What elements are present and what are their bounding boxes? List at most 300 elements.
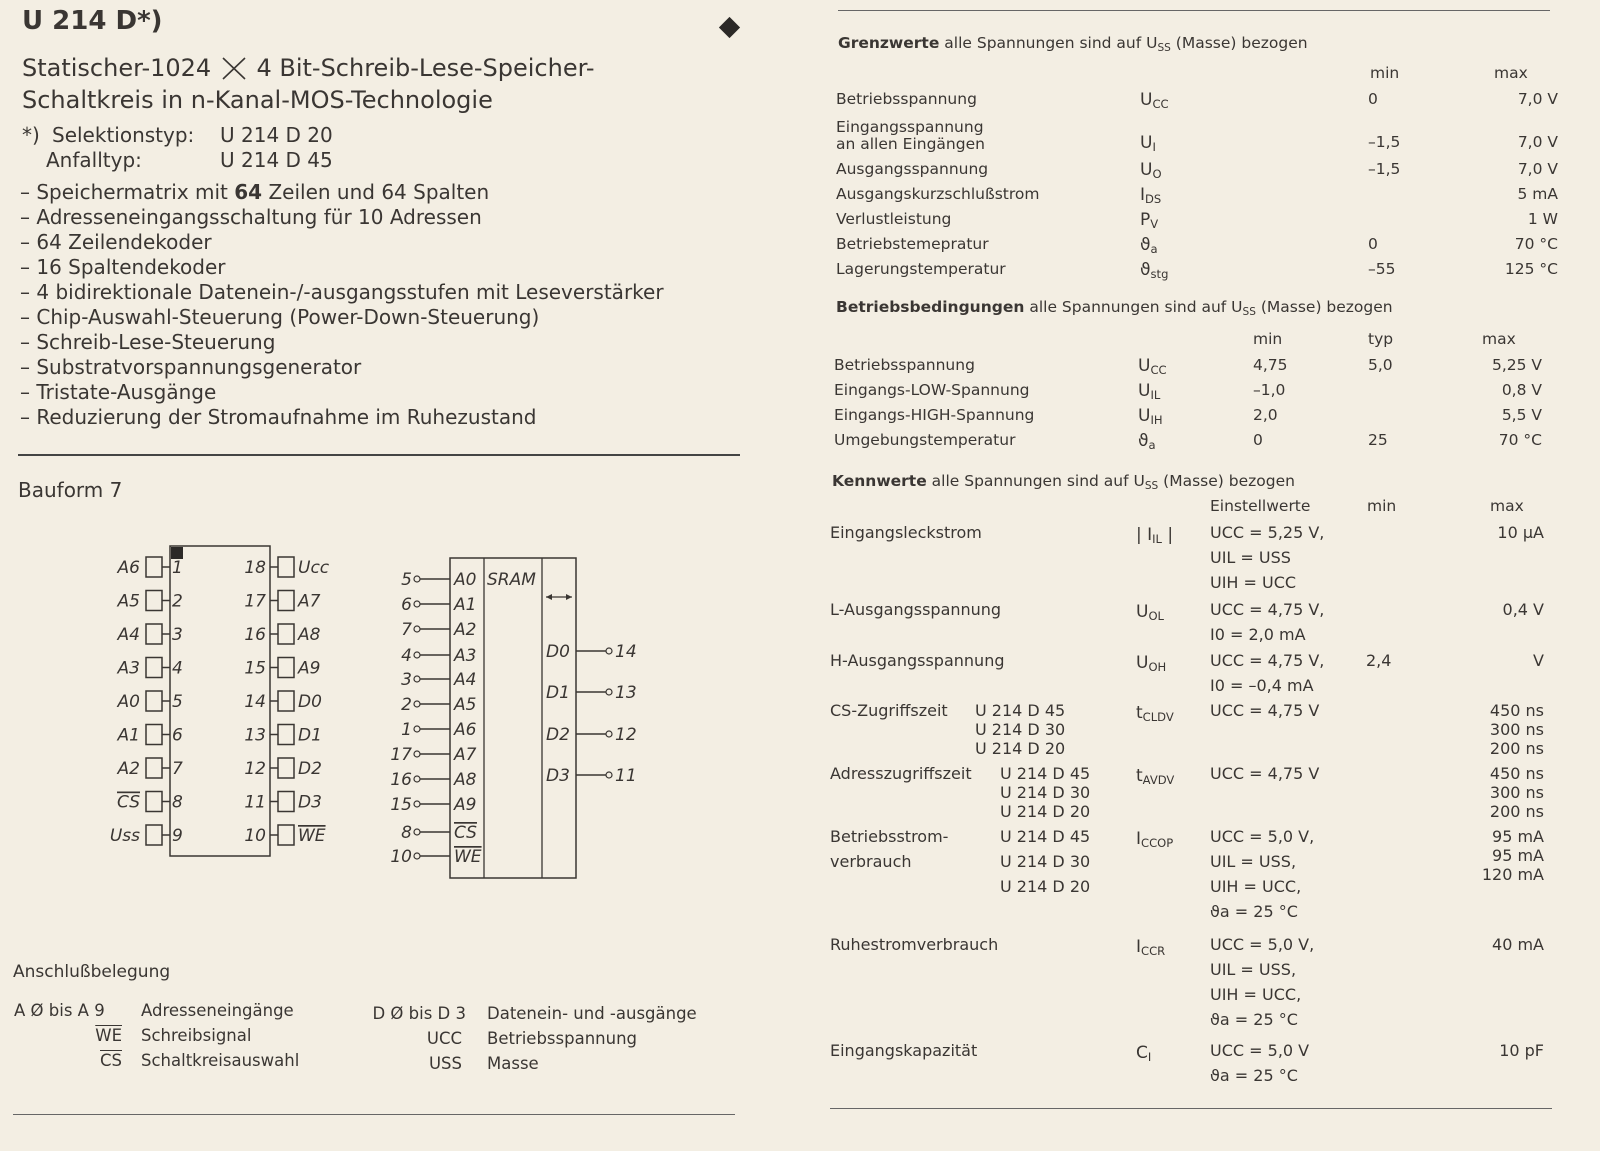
- symbol-sub: CLDV: [1142, 710, 1174, 725]
- param-name: Eingangs-HIGH-Spannung: [834, 406, 1035, 424]
- pin-name-right: D3: [298, 792, 322, 813]
- selektion-label: Selektionstyp:: [52, 123, 195, 147]
- condition: I0 = –0,4 mA: [1210, 676, 1314, 695]
- param-name: Ausgangsspannung: [836, 160, 989, 178]
- pin-number-right: 10: [244, 826, 266, 846]
- value-max: 5,5 V: [1501, 406, 1542, 424]
- col-min: min: [1253, 330, 1283, 348]
- input-name: A5: [454, 695, 477, 715]
- pin-number-left: 5: [172, 692, 183, 712]
- output-name: D3: [546, 766, 570, 786]
- value-max: 95 mA: [1492, 827, 1544, 846]
- input-pin-number: 4: [401, 646, 412, 666]
- legend-symbol: $\overline{CS}$: [100, 1051, 122, 1070]
- value-typ: 25: [1368, 431, 1388, 449]
- pin-number-right: 17: [244, 591, 266, 612]
- feature-dash: –: [20, 255, 37, 279]
- symbol-cell: [1138, 406, 1163, 427]
- pin-name-left: A1: [117, 725, 140, 746]
- symbol-sub: IL: [1152, 532, 1162, 547]
- col-einstellwerte: Einstellwerte: [1210, 497, 1311, 515]
- condition: UCC = 4,75 V: [1210, 701, 1320, 720]
- pin-pad-left: [146, 591, 162, 611]
- legend-symbol: USS: [428, 1054, 462, 1073]
- feature-text: Reduzierung der Stromaufnahme im Ruhezustand: [36, 405, 537, 429]
- value-max: 95 mA: [1492, 846, 1544, 865]
- input-name: WE: [454, 847, 482, 867]
- input-terminal: [414, 601, 420, 607]
- symbol-sub: CCR: [1141, 944, 1166, 959]
- feature-dash: –: [20, 280, 37, 304]
- condition: UCC = 5,0 V: [1210, 1041, 1310, 1060]
- input-terminal: [414, 726, 420, 732]
- pin-pad-right: [278, 725, 294, 745]
- section-heading: Betriebsbedingungen: [836, 298, 1025, 316]
- symbol: U: [1140, 90, 1153, 110]
- input-terminal: [414, 751, 420, 757]
- condition: UCC = 4,75 V,: [1210, 651, 1325, 670]
- title-line-2: Schaltkreis in n-Kanal-MOS-Technologie: [22, 86, 493, 114]
- value-max: 200 ns: [1489, 739, 1544, 758]
- legend-description: Schaltkreisauswahl: [141, 1051, 300, 1070]
- type-variant: U 214 D 30: [1000, 783, 1091, 802]
- symbol-cell: [1138, 431, 1156, 452]
- pin-name-right: D0: [298, 692, 322, 712]
- sram-logic-symbol: [380, 550, 660, 890]
- input-name: A9: [454, 795, 477, 815]
- symbol-cell: [1136, 937, 1165, 958]
- condition: UIH = UCC: [1210, 573, 1297, 592]
- condition: UCC = 5,25 V,: [1210, 523, 1325, 542]
- feature-item: [20, 205, 482, 229]
- input-terminal: [414, 626, 420, 632]
- symbol-sub: a: [1148, 438, 1156, 453]
- feature-dash: –: [20, 230, 37, 254]
- value-max: 1 W: [1527, 210, 1558, 228]
- pin-name-left: CS: [117, 792, 140, 813]
- output-pin-number: 14: [615, 642, 637, 662]
- input-pin-number: 16: [390, 770, 412, 790]
- pin-pad-left: [146, 758, 162, 778]
- pin-number-right: 16: [244, 625, 266, 645]
- value-min: –1,5: [1368, 160, 1401, 178]
- divider-top-right: [838, 10, 1550, 11]
- pin-pad-left: [146, 658, 162, 678]
- value-max: 70 °C: [1514, 235, 1558, 253]
- value-max: 70 °C: [1498, 431, 1542, 449]
- pin-number-right: 15: [244, 658, 266, 679]
- pin-pad-right: [278, 591, 294, 611]
- section-note-sub: SS: [1242, 305, 1256, 318]
- pin-number-left: 2: [172, 591, 183, 612]
- feature-dash: –: [20, 405, 37, 429]
- output-pin-number: 11: [615, 766, 637, 786]
- pin-name-left: A4: [117, 625, 140, 645]
- pin-name-left: A6: [117, 558, 140, 578]
- section-heading: Grenzwerte: [838, 34, 940, 52]
- pin-name-right: A7: [298, 591, 321, 612]
- symbol-cell: [1136, 525, 1173, 546]
- input-name: A8: [454, 770, 477, 790]
- param-name: Eingangsspannung: [836, 118, 984, 136]
- section-note: alle Spannungen sind auf U: [944, 34, 1158, 52]
- pin-number-right: 13: [244, 725, 266, 746]
- param-name-cont: an allen Eingängen: [836, 135, 985, 153]
- value-min: –1,0: [1253, 381, 1286, 399]
- symbol: P: [1140, 210, 1151, 230]
- condition: UCC = 4,75 V,: [1210, 600, 1325, 619]
- value-min: 4,75: [1253, 356, 1288, 374]
- input-name: A2: [454, 620, 477, 640]
- symbol-cell: [1138, 356, 1167, 377]
- symbol-sub: O: [1152, 167, 1162, 182]
- symbol: ϑ: [1138, 431, 1149, 451]
- param-name-cont: verbrauch: [830, 852, 912, 871]
- feature-dash: –: [20, 380, 37, 404]
- output-terminal: [606, 648, 612, 654]
- param-name: Betriebsspannung: [836, 90, 977, 108]
- symbol-cell: [1136, 653, 1166, 674]
- feature-item: [20, 305, 539, 329]
- input-terminal: [414, 829, 420, 835]
- param-name: Umgebungstemperatur: [834, 431, 1016, 449]
- pin-name-left: A0: [117, 692, 140, 712]
- section-note-sub: SS: [1157, 41, 1171, 54]
- symbol-sub: AVDV: [1142, 773, 1175, 788]
- legend-description: Betriebsspannung: [487, 1029, 638, 1048]
- input-terminal: [414, 801, 420, 807]
- pin-name-left: A2: [117, 759, 140, 779]
- value-max: 7,0 V: [1517, 160, 1558, 178]
- symbol-cell: [1140, 235, 1158, 256]
- value-max: 300 ns: [1489, 783, 1544, 802]
- pin-name-left: A3: [117, 658, 140, 679]
- param-name: Adresszugriffszeit: [830, 764, 972, 783]
- condition: I0 = 2,0 mA: [1210, 625, 1306, 644]
- condition: UCC = 4,75 V: [1210, 764, 1320, 783]
- feature-item: [20, 255, 226, 279]
- input-pin-number: 10: [390, 847, 412, 867]
- type-variant: U 214 D 45: [1000, 764, 1091, 783]
- symbol-cell: [1138, 381, 1160, 402]
- symbol: C: [1136, 1043, 1148, 1063]
- legend-symbol: A Ø bis A 9: [14, 1001, 105, 1020]
- output-name: D0: [546, 642, 570, 662]
- symbol: U: [1138, 406, 1151, 426]
- param-name: Eingangskapazität: [830, 1041, 978, 1060]
- symbol: U: [1140, 133, 1153, 153]
- pin-name-left: A5: [117, 591, 140, 612]
- value-max: 10 µA: [1497, 523, 1544, 542]
- divider-bottom-right: [830, 1108, 1552, 1109]
- feature-item: [20, 330, 275, 354]
- feature-text: Chip-Auswahl-Steuerung (Power-Down-Steuerung): [36, 305, 540, 329]
- symbol-sub: DS: [1145, 192, 1162, 207]
- value-typ: 5,0: [1368, 356, 1393, 374]
- param-name: L-Ausgangsspannung: [830, 600, 1002, 619]
- pin-number-left: 9: [172, 826, 183, 846]
- pin-pad-right: [278, 691, 294, 711]
- section-note-tail: (Masse) bezogen: [1260, 298, 1393, 316]
- title-text-b: 4 Bit-Schreib-Lese-Speicher-: [256, 54, 595, 82]
- symbol: U: [1138, 381, 1151, 401]
- feature-text: 4 bidirektionale Datenein-/-ausgangsstufen mit Leseverstärker: [36, 280, 664, 304]
- condition: ϑa = 25 °C: [1210, 902, 1298, 921]
- pin-pad-left: [146, 691, 162, 711]
- feature-item: [20, 180, 489, 204]
- pin-number-right: 14: [244, 692, 266, 712]
- section-note-sub: SS: [1144, 479, 1159, 492]
- pin-pad-left: [146, 557, 162, 577]
- feature-item: [20, 405, 536, 429]
- symbol: ϑ: [1140, 235, 1151, 255]
- title-text-a: Statischer-1024: [22, 54, 212, 82]
- symbol: I: [1136, 829, 1142, 849]
- section-note: alle Spannungen sind auf U: [1029, 298, 1243, 316]
- pin-name-right: A9: [298, 658, 321, 679]
- section-note-tail: (Masse) bezogen: [1163, 472, 1295, 490]
- value-max: 7,0 V: [1517, 133, 1558, 151]
- value-max: 40 mA: [1492, 935, 1544, 954]
- value-min: 0: [1368, 235, 1378, 253]
- pin-number-right: 18: [244, 558, 266, 578]
- value-max: 10 pF: [1499, 1041, 1544, 1060]
- condition: UCC = 5,0 V,: [1210, 935, 1315, 954]
- title-line-1: [22, 54, 595, 82]
- feature-dash: –: [20, 205, 37, 229]
- symbol-sub: OL: [1148, 609, 1164, 624]
- footnote-marker: *): [22, 123, 40, 147]
- input-terminal: [414, 676, 420, 682]
- symbol-cell: [1140, 160, 1162, 181]
- feature-item: [20, 280, 664, 304]
- input-name: A7: [454, 745, 477, 765]
- feature-dash: –: [20, 305, 37, 329]
- value-max: 125 °C: [1504, 260, 1558, 278]
- pin-number-left: 4: [172, 658, 183, 679]
- value-min: 2,0: [1253, 406, 1278, 424]
- feature-text: Substratvorspannungsgenerator: [36, 355, 362, 379]
- output-terminal: [606, 772, 612, 778]
- times-cross-icon: [219, 55, 249, 81]
- param-name: Lagerungstemperatur: [836, 260, 1006, 278]
- section-note: alle Spannungen sind auf U: [931, 472, 1145, 490]
- section-note-tail: (Masse) bezogen: [1175, 34, 1308, 52]
- pin-pad-right: [278, 658, 294, 678]
- symbol: ϑ: [1140, 260, 1151, 280]
- value-max: 300 ns: [1489, 720, 1544, 739]
- symbol-cell: [1140, 133, 1156, 154]
- section-heading: Kennwerte: [832, 472, 927, 490]
- input-name: A4: [454, 670, 477, 690]
- feature-text: Schreib-Lese-Steuerung: [36, 330, 276, 354]
- condition: UIL = USS,: [1210, 960, 1297, 979]
- divider: [18, 454, 740, 456]
- pin-name-right: Ucc: [298, 558, 330, 578]
- pin-pad-left: [146, 792, 162, 812]
- condition: UIH = UCC,: [1210, 985, 1302, 1004]
- input-pin-number: 17: [390, 745, 412, 765]
- input-terminal: [414, 576, 420, 582]
- symbol: t: [1136, 766, 1143, 786]
- value-max: 200 ns: [1489, 802, 1544, 821]
- condition: UIH = UCC,: [1210, 877, 1302, 896]
- input-pin-number: 2: [401, 695, 412, 715]
- type-variant: U 214 D 30: [975, 720, 1066, 739]
- value-max: 450 ns: [1489, 764, 1544, 783]
- input-pin-number: 3: [401, 670, 412, 690]
- symbol-sub: I: [1147, 1050, 1152, 1065]
- col-max: max: [1494, 64, 1528, 82]
- output-terminal: [606, 731, 612, 737]
- diamond-mark-icon: [719, 17, 740, 38]
- symbol-cell: [1136, 602, 1164, 623]
- divider-bottom-left: [13, 1114, 735, 1115]
- param-name: Betriebstemepratur: [836, 235, 989, 253]
- pin-name-left: Uss: [109, 826, 140, 846]
- condition: ϑa = 25 °C: [1210, 1066, 1298, 1085]
- feature-text: Speichermatrix mit: [36, 180, 235, 204]
- feature-item: [20, 380, 216, 404]
- col-min: min: [1370, 64, 1400, 82]
- type-variant: U 214 D 45: [975, 701, 1066, 720]
- legend-description: Masse: [487, 1054, 539, 1073]
- symbol-label: SRAM: [487, 570, 536, 590]
- type-variant: U 214 D 20: [1000, 802, 1091, 821]
- part-number: U 214 D*): [22, 6, 163, 36]
- value-min: –1,5: [1368, 133, 1401, 151]
- legend-symbol: D Ø bis D 3: [372, 1004, 466, 1023]
- symbol: U: [1138, 356, 1151, 376]
- param-name: Verlustleistung: [836, 210, 952, 228]
- condition: ϑa = 25 °C: [1210, 1010, 1298, 1029]
- input-pin-number: 6: [401, 595, 412, 615]
- feature-text: 16 Spaltendekoder: [36, 255, 226, 279]
- symbol-sub: IH: [1150, 413, 1163, 428]
- output-name: D2: [546, 725, 570, 745]
- input-pin-number: 5: [401, 570, 412, 590]
- symbol: U: [1140, 160, 1153, 180]
- pin-pad-right: [278, 758, 294, 778]
- pin-pad-right: [278, 825, 294, 845]
- input-name: A0: [454, 570, 477, 590]
- pin-pad-left: [146, 725, 162, 745]
- symbol-sub: CCOP: [1141, 836, 1174, 851]
- value-max: 7,0 V: [1517, 90, 1558, 108]
- feature-text: 64 Zeilendekoder: [36, 230, 212, 254]
- symbol: I: [1140, 185, 1146, 205]
- input-pin-number: 1: [401, 720, 412, 740]
- col-typ: typ: [1368, 330, 1394, 348]
- pin-number-right: 12: [244, 759, 266, 779]
- value-max: 0,4 V: [1502, 600, 1544, 619]
- symbol: t: [1136, 703, 1143, 723]
- param-name: Ruhestromverbrauch: [830, 935, 999, 954]
- value-min: –55: [1368, 260, 1396, 278]
- pin-name-right: D2: [298, 759, 322, 779]
- bauform-label: Bauform 7: [18, 478, 123, 502]
- col-max: max: [1482, 330, 1516, 348]
- symbol-cell: [1140, 90, 1169, 111]
- pin-name-right: D1: [298, 725, 322, 746]
- pin-number-left: 8: [172, 792, 183, 813]
- param-name: CS-Zugriffszeit: [830, 701, 948, 720]
- legend-description: Adresseneingänge: [141, 1001, 294, 1020]
- input-name: A1: [454, 595, 477, 615]
- col-max: max: [1490, 497, 1524, 515]
- pin-number-left: 3: [172, 625, 183, 645]
- pinout-diagram: [100, 540, 340, 860]
- param-name: Ausgangskurzschlußstrom: [836, 185, 1040, 203]
- value-max: 120 mA: [1481, 865, 1544, 884]
- param-name: Betriebsstrom-: [830, 827, 949, 846]
- output-pin-number: 13: [615, 683, 637, 703]
- feature-text-bold: 64: [234, 180, 263, 204]
- symbol-cell: [1136, 703, 1174, 724]
- symbol-sub: IL: [1150, 388, 1161, 403]
- condition: UCC = 5,0 V,: [1210, 827, 1315, 846]
- value-min: 2,4: [1366, 651, 1392, 670]
- pin-pad-right: [278, 624, 294, 644]
- pin-pad-right: [278, 557, 294, 577]
- legend-symbol: UCC: [426, 1029, 462, 1048]
- input-pin-number: 7: [401, 620, 412, 640]
- feature-text: Tristate-Ausgänge: [36, 380, 217, 404]
- anschluss-title: Anschlußbelegung: [13, 962, 171, 982]
- value-min: 0: [1368, 90, 1378, 108]
- value-max: 5,25 V: [1491, 356, 1542, 374]
- type-variant: U 214 D 20: [1000, 877, 1091, 896]
- section-header: [836, 298, 1393, 318]
- feature-dash: –: [20, 355, 37, 379]
- output-name: D1: [546, 683, 570, 703]
- input-name: CS: [454, 823, 477, 843]
- input-terminal: [414, 776, 420, 782]
- symbol-cell: [1136, 766, 1174, 787]
- anfall-value: U 214 D 45: [220, 148, 333, 172]
- input-terminal: [414, 853, 420, 859]
- feature-dash: –: [20, 180, 37, 204]
- value-max: 5 mA: [1517, 185, 1558, 203]
- type-variant: U 214 D 30: [1000, 852, 1091, 871]
- feature-item: [20, 355, 361, 379]
- pin-number-left: 6: [172, 725, 183, 746]
- param-name: Eingangs-LOW-Spannung: [834, 381, 1030, 399]
- type-variant: U 214 D 20: [975, 739, 1066, 758]
- pin-pad-right: [278, 792, 294, 812]
- type-variant: U 214 D 45: [1000, 827, 1091, 846]
- input-pin-number: 15: [390, 795, 412, 815]
- pin-pad-left: [146, 825, 162, 845]
- symbol-cell: [1136, 829, 1173, 850]
- symbol: U: [1136, 653, 1149, 673]
- value-max: 0,8 V: [1501, 381, 1542, 399]
- selektion-value: U 214 D 20: [220, 123, 333, 147]
- symbol-sub: I: [1152, 140, 1156, 155]
- symbol-sub: CC: [1150, 363, 1167, 378]
- symbol-cell: [1136, 1043, 1151, 1064]
- condition: UIL = USS: [1210, 548, 1291, 567]
- symbol-tail: |: [1162, 525, 1174, 545]
- symbol-sub: stg: [1150, 267, 1169, 282]
- feature-item: [20, 230, 212, 254]
- input-pin-number: 8: [401, 823, 412, 843]
- legend-symbol: $\overline{WE}$: [95, 1026, 122, 1045]
- symbol: | I: [1136, 525, 1153, 545]
- symbol-sub: V: [1150, 217, 1159, 232]
- input-terminal: [414, 701, 420, 707]
- pin-name-right: A8: [298, 625, 321, 645]
